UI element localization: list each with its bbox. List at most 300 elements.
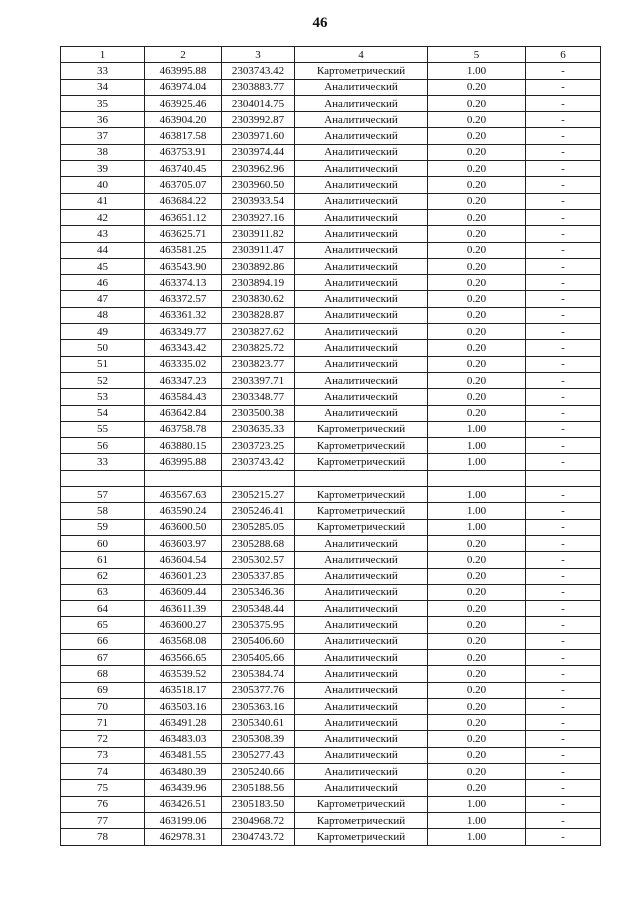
cell-method: Аналитический bbox=[295, 764, 428, 780]
cell-note: - bbox=[526, 731, 601, 747]
table-row bbox=[61, 454, 601, 470]
cell-method: Аналитический bbox=[295, 731, 428, 747]
cell-point-number: 37 bbox=[61, 128, 145, 144]
cell-note: - bbox=[526, 79, 601, 95]
cell-point-number: 73 bbox=[61, 747, 145, 763]
table-row bbox=[61, 666, 601, 682]
cell-point-number: 52 bbox=[61, 372, 145, 388]
cell-method: Картометрический bbox=[295, 829, 428, 845]
cell-accuracy: 0.20 bbox=[428, 372, 526, 388]
table-row bbox=[61, 715, 601, 731]
cell-y-coordinate: 2303635.33 bbox=[222, 421, 295, 437]
table-row bbox=[61, 503, 601, 519]
cell-point-number: 35 bbox=[61, 95, 145, 111]
cell-x-coordinate: 463491.28 bbox=[145, 715, 222, 731]
cell-y-coordinate: 2305406.60 bbox=[222, 633, 295, 649]
cell-point-number: 76 bbox=[61, 796, 145, 812]
cell-point-number: 58 bbox=[61, 503, 145, 519]
cell-accuracy: 0.20 bbox=[428, 552, 526, 568]
cell-x-coordinate: 463995.88 bbox=[145, 454, 222, 470]
cell-note bbox=[526, 470, 601, 486]
cell-y-coordinate: 2305277.43 bbox=[222, 747, 295, 763]
cell-note: - bbox=[526, 95, 601, 111]
cell-y-coordinate: 2303830.62 bbox=[222, 291, 295, 307]
cell-x-coordinate: 463925.46 bbox=[145, 95, 222, 111]
table-row bbox=[61, 698, 601, 714]
cell-y-coordinate: 2305348.44 bbox=[222, 601, 295, 617]
cell-x-coordinate: 463543.90 bbox=[145, 258, 222, 274]
cell-note: - bbox=[526, 666, 601, 682]
cell-accuracy: 1.00 bbox=[428, 503, 526, 519]
cell-method: Аналитический bbox=[295, 324, 428, 340]
cell-accuracy: 0.20 bbox=[428, 258, 526, 274]
cell-point-number: 69 bbox=[61, 682, 145, 698]
cell-note: - bbox=[526, 552, 601, 568]
cell-point-number: 61 bbox=[61, 552, 145, 568]
cell-method: Картометрический bbox=[295, 812, 428, 828]
cell-note: - bbox=[526, 372, 601, 388]
table-row bbox=[61, 470, 601, 486]
cell-method: Аналитический bbox=[295, 307, 428, 323]
cell-method: Аналитический bbox=[295, 209, 428, 225]
cell-x-coordinate: 463335.02 bbox=[145, 356, 222, 372]
cell-accuracy: 1.00 bbox=[428, 438, 526, 454]
cell-y-coordinate: 2305363.16 bbox=[222, 698, 295, 714]
cell-x-coordinate: 463880.15 bbox=[145, 438, 222, 454]
cell-x-coordinate: 463904.20 bbox=[145, 112, 222, 128]
cell-note: - bbox=[526, 389, 601, 405]
cell-x-coordinate: 463974.04 bbox=[145, 79, 222, 95]
cell-x-coordinate: 463817.58 bbox=[145, 128, 222, 144]
cell-method: Аналитический bbox=[295, 79, 428, 95]
cell-method: Аналитический bbox=[295, 535, 428, 551]
cell-x-coordinate: 463740.45 bbox=[145, 161, 222, 177]
table-row bbox=[61, 764, 601, 780]
table-row bbox=[61, 95, 601, 111]
cell-method: Аналитический bbox=[295, 666, 428, 682]
cell-y-coordinate: 2305288.68 bbox=[222, 535, 295, 551]
cell-accuracy: 0.20 bbox=[428, 405, 526, 421]
cell-accuracy: 0.20 bbox=[428, 340, 526, 356]
table-row bbox=[61, 209, 601, 225]
table-row bbox=[61, 389, 601, 405]
cell-x-coordinate: 463481.55 bbox=[145, 747, 222, 763]
table-row bbox=[61, 63, 601, 79]
table-row bbox=[61, 144, 601, 160]
cell-method: Аналитический bbox=[295, 177, 428, 193]
cell-method: Картометрический bbox=[295, 438, 428, 454]
cell-point-number: 68 bbox=[61, 666, 145, 682]
cell-note: - bbox=[526, 698, 601, 714]
table-row bbox=[61, 568, 601, 584]
cell-x-coordinate: 463503.16 bbox=[145, 698, 222, 714]
cell-accuracy: 0.20 bbox=[428, 747, 526, 763]
cell-accuracy: 0.20 bbox=[428, 666, 526, 682]
cell-accuracy: 0.20 bbox=[428, 177, 526, 193]
cell-x-coordinate: 463642.84 bbox=[145, 405, 222, 421]
cell-y-coordinate: 2305384.74 bbox=[222, 666, 295, 682]
cell-method: Аналитический bbox=[295, 372, 428, 388]
cell-y-coordinate: 2305308.39 bbox=[222, 731, 295, 747]
cell-x-coordinate: 463483.03 bbox=[145, 731, 222, 747]
cell-point-number: 75 bbox=[61, 780, 145, 796]
cell-note: - bbox=[526, 715, 601, 731]
cell-note: - bbox=[526, 193, 601, 209]
cell-accuracy: 0.20 bbox=[428, 601, 526, 617]
cell-y-coordinate: 2303974.44 bbox=[222, 144, 295, 160]
cell-y-coordinate: 2304743.72 bbox=[222, 829, 295, 845]
table-row bbox=[61, 682, 601, 698]
cell-x-coordinate: 463518.17 bbox=[145, 682, 222, 698]
cell-y-coordinate: 2303927.16 bbox=[222, 209, 295, 225]
cell-y-coordinate: 2304014.75 bbox=[222, 95, 295, 111]
cell-y-coordinate: 2305246.41 bbox=[222, 503, 295, 519]
cell-x-coordinate: 463439.96 bbox=[145, 780, 222, 796]
cell-accuracy: 0.20 bbox=[428, 715, 526, 731]
table-row bbox=[61, 438, 601, 454]
cell-method: Картометрический bbox=[295, 454, 428, 470]
cell-method: Аналитический bbox=[295, 275, 428, 291]
cell-x-coordinate: 463347.23 bbox=[145, 372, 222, 388]
cell-note: - bbox=[526, 764, 601, 780]
cell-note: - bbox=[526, 177, 601, 193]
table-body bbox=[61, 63, 601, 845]
cell-y-coordinate: 2303827.62 bbox=[222, 324, 295, 340]
cell-x-coordinate: 463600.27 bbox=[145, 617, 222, 633]
cell-point-number: 78 bbox=[61, 829, 145, 845]
cell-accuracy: 0.20 bbox=[428, 324, 526, 340]
cell-x-coordinate: 463343.42 bbox=[145, 340, 222, 356]
cell-note: - bbox=[526, 633, 601, 649]
cell-y-coordinate: 2303397.71 bbox=[222, 372, 295, 388]
cell-accuracy: 0.20 bbox=[428, 682, 526, 698]
cell-x-coordinate: 463603.97 bbox=[145, 535, 222, 551]
cell-method: Аналитический bbox=[295, 682, 428, 698]
cell-method: Аналитический bbox=[295, 356, 428, 372]
cell-note: - bbox=[526, 291, 601, 307]
cell-method: Картометрический bbox=[295, 63, 428, 79]
cell-x-coordinate: 463758.78 bbox=[145, 421, 222, 437]
cell-note: - bbox=[526, 812, 601, 828]
table-row bbox=[61, 796, 601, 812]
table-row bbox=[61, 519, 601, 535]
cell-y-coordinate: 2303992.87 bbox=[222, 112, 295, 128]
cell-note: - bbox=[526, 63, 601, 79]
cell-x-coordinate: 463568.08 bbox=[145, 633, 222, 649]
cell-accuracy: 0.20 bbox=[428, 291, 526, 307]
cell-accuracy: 0.20 bbox=[428, 568, 526, 584]
cell-point-number: 74 bbox=[61, 764, 145, 780]
cell-method: Картометрический bbox=[295, 796, 428, 812]
cell-method: Аналитический bbox=[295, 340, 428, 356]
header-row bbox=[61, 47, 601, 63]
cell-method: Аналитический bbox=[295, 144, 428, 160]
cell-accuracy: 1.00 bbox=[428, 829, 526, 845]
cell-note: - bbox=[526, 421, 601, 437]
cell-point-number: 72 bbox=[61, 731, 145, 747]
cell-accuracy: 0.20 bbox=[428, 617, 526, 633]
cell-accuracy: 0.20 bbox=[428, 649, 526, 665]
cell-point-number: 57 bbox=[61, 487, 145, 503]
cell-note: - bbox=[526, 258, 601, 274]
cell-note: - bbox=[526, 144, 601, 160]
cell-accuracy: 0.20 bbox=[428, 128, 526, 144]
cell-note: - bbox=[526, 242, 601, 258]
cell-note: - bbox=[526, 535, 601, 551]
table-row bbox=[61, 649, 601, 665]
cell-y-coordinate: 2303971.60 bbox=[222, 128, 295, 144]
page-number: 46 bbox=[312, 15, 328, 31]
table-row bbox=[61, 780, 601, 796]
cell-y-coordinate: 2303892.86 bbox=[222, 258, 295, 274]
cell-y-coordinate: 2305183.50 bbox=[222, 796, 295, 812]
table-row bbox=[61, 601, 601, 617]
cell-method: Картометрический bbox=[295, 503, 428, 519]
table-row bbox=[61, 161, 601, 177]
cell-method: Аналитический bbox=[295, 226, 428, 242]
cell-accuracy: 0.20 bbox=[428, 633, 526, 649]
cell-method: Аналитический bbox=[295, 649, 428, 665]
cell-x-coordinate: 462978.31 bbox=[145, 829, 222, 845]
cell-note: - bbox=[526, 405, 601, 421]
cell-x-coordinate: 463539.52 bbox=[145, 666, 222, 682]
cell-point-number: 64 bbox=[61, 601, 145, 617]
cell-x-coordinate: 463567.63 bbox=[145, 487, 222, 503]
cell-note: - bbox=[526, 307, 601, 323]
table-row bbox=[61, 535, 601, 551]
cell-method: Аналитический bbox=[295, 405, 428, 421]
table-row bbox=[61, 275, 601, 291]
cell-note: - bbox=[526, 649, 601, 665]
cell-note: - bbox=[526, 340, 601, 356]
table-row bbox=[61, 552, 601, 568]
cell-accuracy: 1.00 bbox=[428, 812, 526, 828]
cell-accuracy: 0.20 bbox=[428, 226, 526, 242]
cell-note: - bbox=[526, 487, 601, 503]
cell-point-number: 45 bbox=[61, 258, 145, 274]
cell-y-coordinate: 2305188.56 bbox=[222, 780, 295, 796]
cell-point-number: 51 bbox=[61, 356, 145, 372]
table-row bbox=[61, 193, 601, 209]
cell-accuracy: 0.20 bbox=[428, 209, 526, 225]
table-row bbox=[61, 258, 601, 274]
header-cell-note: 6 bbox=[526, 47, 601, 63]
table-row bbox=[61, 372, 601, 388]
cell-accuracy: 0.20 bbox=[428, 161, 526, 177]
cell-method: Аналитический bbox=[295, 715, 428, 731]
cell-x-coordinate: 463372.57 bbox=[145, 291, 222, 307]
cell-note: - bbox=[526, 454, 601, 470]
cell-method: Аналитический bbox=[295, 193, 428, 209]
cell-method: Картометрический bbox=[295, 519, 428, 535]
cell-method: Аналитический bbox=[295, 698, 428, 714]
cell-accuracy: 0.20 bbox=[428, 389, 526, 405]
cell-y-coordinate: 2305285.05 bbox=[222, 519, 295, 535]
cell-accuracy: 1.00 bbox=[428, 421, 526, 437]
cell-note: - bbox=[526, 275, 601, 291]
cell-accuracy: 0.20 bbox=[428, 356, 526, 372]
cell-point-number: 44 bbox=[61, 242, 145, 258]
cell-method: Аналитический bbox=[295, 242, 428, 258]
cell-accuracy: 0.20 bbox=[428, 144, 526, 160]
table-header bbox=[61, 47, 601, 63]
header-cell-method: 4 bbox=[295, 47, 428, 63]
cell-note: - bbox=[526, 780, 601, 796]
cell-y-coordinate: 2303500.38 bbox=[222, 405, 295, 421]
cell-point-number: 53 bbox=[61, 389, 145, 405]
cell-method: Аналитический bbox=[295, 601, 428, 617]
cell-point-number: 66 bbox=[61, 633, 145, 649]
table-row bbox=[61, 617, 601, 633]
cell-y-coordinate: 2303911.82 bbox=[222, 226, 295, 242]
cell-x-coordinate bbox=[145, 470, 222, 486]
cell-note: - bbox=[526, 584, 601, 600]
cell-point-number: 38 bbox=[61, 144, 145, 160]
cell-x-coordinate: 463611.39 bbox=[145, 601, 222, 617]
cell-point-number: 50 bbox=[61, 340, 145, 356]
cell-y-coordinate: 2303883.77 bbox=[222, 79, 295, 95]
cell-x-coordinate: 463590.24 bbox=[145, 503, 222, 519]
cell-point-number: 40 bbox=[61, 177, 145, 193]
cell-method: Аналитический bbox=[295, 112, 428, 128]
cell-note: - bbox=[526, 226, 601, 242]
cell-x-coordinate: 463604.54 bbox=[145, 552, 222, 568]
cell-accuracy: 0.20 bbox=[428, 698, 526, 714]
table-row bbox=[61, 112, 601, 128]
cell-method bbox=[295, 470, 428, 486]
cell-method: Аналитический bbox=[295, 584, 428, 600]
cell-accuracy: 0.20 bbox=[428, 112, 526, 128]
table-row bbox=[61, 405, 601, 421]
cell-y-coordinate: 2303911.47 bbox=[222, 242, 295, 258]
cell-y-coordinate bbox=[222, 470, 295, 486]
cell-y-coordinate: 2305340.61 bbox=[222, 715, 295, 731]
cell-point-number: 49 bbox=[61, 324, 145, 340]
cell-point-number: 39 bbox=[61, 161, 145, 177]
header-cell-x-coordinate: 2 bbox=[145, 47, 222, 63]
cell-x-coordinate: 463480.39 bbox=[145, 764, 222, 780]
cell-accuracy: 0.20 bbox=[428, 535, 526, 551]
cell-note: - bbox=[526, 829, 601, 845]
cell-x-coordinate: 463566.65 bbox=[145, 649, 222, 665]
cell-point-number: 63 bbox=[61, 584, 145, 600]
table-row bbox=[61, 829, 601, 845]
table-row bbox=[61, 812, 601, 828]
cell-point-number: 67 bbox=[61, 649, 145, 665]
cell-point-number: 54 bbox=[61, 405, 145, 421]
header-cell-point-number: 1 bbox=[61, 47, 145, 63]
cell-method: Аналитический bbox=[295, 291, 428, 307]
cell-point-number: 65 bbox=[61, 617, 145, 633]
cell-x-coordinate: 463705.07 bbox=[145, 177, 222, 193]
cell-point-number: 62 bbox=[61, 568, 145, 584]
cell-y-coordinate: 2305346.36 bbox=[222, 584, 295, 600]
cell-point-number: 77 bbox=[61, 812, 145, 828]
cell-note: - bbox=[526, 503, 601, 519]
cell-point-number: 42 bbox=[61, 209, 145, 225]
cell-y-coordinate: 2305240.66 bbox=[222, 764, 295, 780]
cell-method: Картометрический bbox=[295, 421, 428, 437]
cell-point-number: 56 bbox=[61, 438, 145, 454]
cell-x-coordinate: 463374.13 bbox=[145, 275, 222, 291]
cell-accuracy: 1.00 bbox=[428, 487, 526, 503]
header-cell-accuracy: 5 bbox=[428, 47, 526, 63]
cell-x-coordinate: 463349.77 bbox=[145, 324, 222, 340]
cell-y-coordinate: 2303723.25 bbox=[222, 438, 295, 454]
cell-method: Аналитический bbox=[295, 258, 428, 274]
cell-accuracy: 1.00 bbox=[428, 519, 526, 535]
cell-point-number: 33 bbox=[61, 63, 145, 79]
cell-y-coordinate: 2303933.54 bbox=[222, 193, 295, 209]
cell-y-coordinate: 2303894.19 bbox=[222, 275, 295, 291]
cell-note: - bbox=[526, 356, 601, 372]
cell-y-coordinate: 2305377.76 bbox=[222, 682, 295, 698]
table-row bbox=[61, 177, 601, 193]
cell-accuracy: 0.20 bbox=[428, 79, 526, 95]
cell-y-coordinate: 2303825.72 bbox=[222, 340, 295, 356]
cell-y-coordinate: 2303962.96 bbox=[222, 161, 295, 177]
table-row bbox=[61, 79, 601, 95]
cell-x-coordinate: 463581.25 bbox=[145, 242, 222, 258]
cell-note: - bbox=[526, 209, 601, 225]
cell-note: - bbox=[526, 747, 601, 763]
cell-point-number: 60 bbox=[61, 535, 145, 551]
cell-x-coordinate: 463753.91 bbox=[145, 144, 222, 160]
cell-y-coordinate: 2305337.85 bbox=[222, 568, 295, 584]
cell-note: - bbox=[526, 568, 601, 584]
table-row bbox=[61, 747, 601, 763]
cell-x-coordinate: 463625.71 bbox=[145, 226, 222, 242]
cell-method: Аналитический bbox=[295, 568, 428, 584]
coordinates-table bbox=[60, 46, 601, 846]
cell-note: - bbox=[526, 519, 601, 535]
cell-note: - bbox=[526, 438, 601, 454]
cell-note: - bbox=[526, 128, 601, 144]
cell-accuracy: 0.20 bbox=[428, 307, 526, 323]
cell-accuracy: 0.20 bbox=[428, 95, 526, 111]
cell-accuracy bbox=[428, 470, 526, 486]
cell-y-coordinate: 2305375.95 bbox=[222, 617, 295, 633]
cell-y-coordinate: 2303348.77 bbox=[222, 389, 295, 405]
cell-y-coordinate: 2303743.42 bbox=[222, 63, 295, 79]
cell-x-coordinate: 463651.12 bbox=[145, 209, 222, 225]
cell-point-number: 55 bbox=[61, 421, 145, 437]
cell-accuracy: 1.00 bbox=[428, 454, 526, 470]
table-row bbox=[61, 340, 601, 356]
cell-point-number: 36 bbox=[61, 112, 145, 128]
table-row bbox=[61, 487, 601, 503]
table-row bbox=[61, 307, 601, 323]
cell-method: Аналитический bbox=[295, 617, 428, 633]
cell-x-coordinate: 463361.32 bbox=[145, 307, 222, 323]
table-row bbox=[61, 128, 601, 144]
cell-accuracy: 1.00 bbox=[428, 796, 526, 812]
cell-accuracy: 0.20 bbox=[428, 275, 526, 291]
cell-method: Аналитический bbox=[295, 552, 428, 568]
cell-y-coordinate: 2305405.66 bbox=[222, 649, 295, 665]
cell-method: Аналитический bbox=[295, 389, 428, 405]
table-row bbox=[61, 633, 601, 649]
cell-point-number: 48 bbox=[61, 307, 145, 323]
cell-note: - bbox=[526, 617, 601, 633]
table-row bbox=[61, 421, 601, 437]
table-row bbox=[61, 291, 601, 307]
cell-method: Аналитический bbox=[295, 633, 428, 649]
cell-note: - bbox=[526, 161, 601, 177]
table-row bbox=[61, 356, 601, 372]
cell-accuracy: 0.20 bbox=[428, 731, 526, 747]
cell-y-coordinate: 2305302.57 bbox=[222, 552, 295, 568]
